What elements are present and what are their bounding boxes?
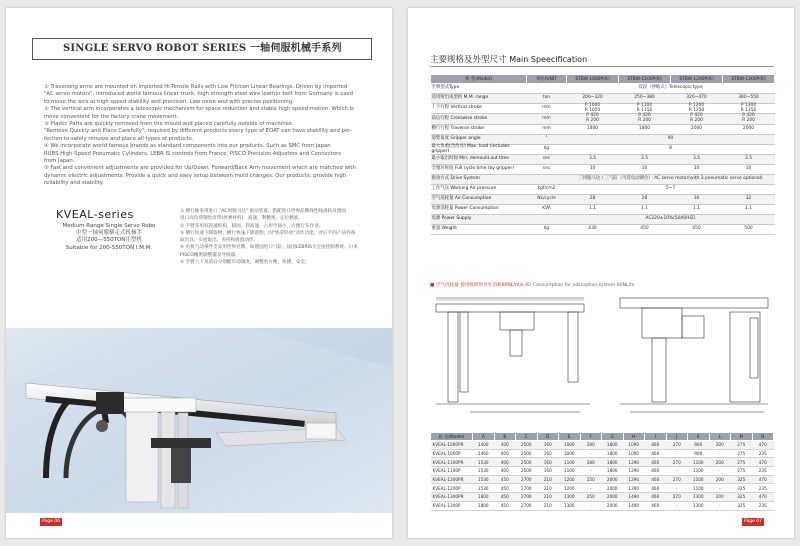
dims-value: 400	[494, 449, 516, 458]
air-note-en: Air Consumption for adsorption system 60NL/m	[525, 283, 635, 288]
spec-value: 1.1	[567, 205, 619, 215]
dims-value: 1530	[473, 458, 495, 467]
dims-value: 235	[752, 501, 774, 510]
dims-value: 1100	[688, 467, 710, 476]
intro-line: dynamic electric adjustments. Provide a quick and easy setup between mold changes. Our products, provide high	[44, 172, 347, 179]
dims-value: 1530	[473, 475, 495, 484]
spec-value: 28	[619, 195, 671, 205]
dims-value: -	[580, 484, 602, 493]
spec-row	[431, 84, 775, 94]
page-number: Page 07	[743, 519, 763, 524]
dims-value: 270	[666, 458, 688, 467]
spec-value: 3.5	[567, 155, 619, 165]
page-number: Page 06	[41, 519, 61, 524]
dims-value: 460	[645, 458, 667, 467]
dims-header-cell: D	[537, 433, 559, 441]
dims-value: 235	[752, 484, 774, 493]
dims-value: 900	[688, 441, 710, 450]
dims-value: 1100	[688, 458, 710, 467]
dims-value: 2500	[516, 458, 538, 467]
dims-value: 1530	[473, 467, 495, 476]
spec-value: P 420 R 200	[619, 114, 671, 124]
dims-value: 325	[731, 493, 753, 502]
dims-value: 160	[537, 449, 559, 458]
dims-value: 210	[537, 484, 559, 493]
spec-value: 450	[671, 225, 723, 235]
dims-value: 1100	[559, 458, 581, 467]
dims-value: 275	[731, 458, 753, 467]
dims-value: 2000	[602, 475, 624, 484]
spec-value: 90	[567, 134, 775, 144]
cn-note-line: 取出具、实验取出、夹持和放置动作。	[180, 238, 259, 244]
dims-value: 460	[645, 493, 667, 502]
dims-value: 1530	[473, 484, 495, 493]
dims-value: 2700	[516, 475, 538, 484]
dims-value: 1400	[473, 441, 495, 450]
dims-header-cell: K	[688, 433, 710, 441]
dims-value: 450	[494, 493, 516, 502]
intro-line: "AC servo motors", introduced world famous linear truck, high strength steel wire leather belt from Germany is used	[44, 91, 354, 98]
dims-model: KVEAL-1300PR	[431, 493, 473, 502]
dims-value: 400	[494, 441, 516, 450]
dims-header-cell: F	[580, 433, 602, 441]
dims-value: 1460	[473, 449, 495, 458]
spec-row	[431, 124, 775, 134]
spec-value: P 420 R 200	[671, 114, 723, 124]
spec-value: 三伺服马达 / 三气缸（可选电动调位） AC servo motor(with 3 pneumatic servo optional)	[567, 175, 775, 185]
dims-value: 450	[494, 484, 516, 493]
intro-line: ① Traversing arms are mounted on imported Hi-Tensile Rails with Low Friction Linear Bearings. Driven by imported	[44, 84, 348, 90]
dims-value: 400	[494, 458, 516, 467]
dims-value: 460	[645, 501, 667, 510]
dims-value: 1290	[623, 475, 645, 484]
dims-value: 250	[580, 493, 602, 502]
spec-label: 电源消耗量 Power Consumption	[431, 205, 527, 215]
dims-value: -	[666, 467, 688, 476]
spec-row	[431, 205, 775, 215]
spec-value: 10	[671, 165, 723, 175]
dims-value: 1490	[623, 501, 645, 510]
intro-line: reliability and stability.	[44, 180, 104, 187]
dims-value: 2700	[516, 493, 538, 502]
spec-header-cell: STBW-1200P(R)	[671, 75, 723, 84]
spec-label: 电源 Power Supply	[431, 215, 527, 225]
dims-header-cell: M	[731, 433, 753, 441]
spec-unit: ton	[527, 94, 567, 104]
dims-model: KVEAL-1100P	[431, 467, 473, 476]
spec-value: P 420 R 200	[567, 114, 619, 124]
dims-value: 1300	[688, 501, 710, 510]
dims-model: KVEAL-1100PR	[431, 458, 473, 467]
dims-value: 275	[731, 449, 753, 458]
dims-value: 235	[752, 467, 774, 476]
spec-value: 430	[567, 225, 619, 235]
dims-row	[431, 467, 774, 476]
spec-unit: °	[527, 134, 567, 144]
dims-value: 1290	[623, 458, 645, 467]
spec-title-cn: 主要规格及外型尺寸	[430, 55, 507, 65]
dims-value: 325	[731, 501, 753, 510]
spec-value: 10	[723, 165, 775, 175]
spec-row	[431, 114, 775, 124]
intro-line: ② The vertical arm incorporates a telescopic mechanism for space reduction and stable high speed motion. Which is	[44, 106, 354, 113]
spec-value: 1800	[619, 124, 671, 134]
dims-row	[431, 475, 774, 484]
chinese-feature-notes	[180, 208, 375, 266]
dims-value: 2500	[516, 449, 538, 458]
spec-header-cell: STBW-1000P(R)	[567, 75, 619, 84]
spec-header-cell: STBW-1300P(R)	[723, 75, 775, 84]
series-sub-line: Suitable for 200-550TON I.M.M.	[65, 244, 153, 251]
spec-label: 最大负重(含治具) Max. load (includes gripper)	[431, 144, 527, 154]
dims-value: 1200	[559, 484, 581, 493]
series-sub-line: 适用200—550TON注塑机	[76, 237, 142, 244]
dims-header-cell: N	[752, 433, 774, 441]
spec-header-cell: STBW-1100P(R)	[619, 75, 671, 84]
cn-note-line: ④ 电机气动零件全采用世界名牌，如德国进口气缸、法国LEBRIS大宝度控制系统、日本	[180, 245, 358, 251]
intro-line: RUBS High-Speed Pneumatic Cylinders, LEBR IS controls from France, PISCO Precision Adjustors and Connectors	[44, 150, 342, 157]
dims-value: -	[580, 467, 602, 476]
dims-value: 275	[731, 467, 753, 476]
spec-value: P 1200 R 1250	[671, 104, 723, 114]
dims-header-cell: J	[666, 433, 688, 441]
spec-label: 上下行程 Vertical stroke	[431, 104, 527, 114]
spec-row	[431, 144, 775, 154]
spec-label: 适用射出成型机 M.M. range	[431, 94, 527, 104]
spec-value: 200~320	[567, 94, 619, 104]
dims-value: -	[580, 501, 602, 510]
title-divider	[430, 66, 774, 67]
dims-row	[431, 449, 774, 458]
dims-header-cell: 机 型(Model)	[431, 433, 473, 441]
dims-value: 1800	[602, 458, 624, 467]
dims-model: KVEAL-1000P	[431, 449, 473, 458]
dims-header-cell: B	[494, 433, 516, 441]
dims-value: 210	[537, 501, 559, 510]
spec-value: 28	[567, 195, 619, 205]
robot-photo	[6, 328, 392, 513]
intro-text	[44, 84, 364, 188]
dims-value: -	[666, 449, 688, 458]
dims-value: -	[709, 449, 731, 458]
dims-value: 1200	[559, 475, 581, 484]
dims-value: 270	[666, 441, 688, 450]
dims-value: 275	[731, 441, 753, 450]
dims-value: 200	[709, 458, 731, 467]
spec-unit: kg	[527, 144, 567, 154]
dims-value: 2700	[516, 501, 538, 510]
dims-row	[431, 501, 774, 510]
dims-value: 470	[752, 441, 774, 450]
air-note-cn: ■ 空气消耗量 使用吸附时另外消耗60NL/min	[430, 283, 524, 288]
dimension-table	[430, 432, 774, 511]
dims-row	[431, 441, 774, 450]
dims-value: 270	[666, 475, 688, 484]
intro-line: fection to safely remove and place all types of products.	[44, 135, 194, 142]
dims-header-cell: G	[602, 433, 624, 441]
dims-value: 460	[645, 484, 667, 493]
dims-value: 470	[752, 458, 774, 467]
left-page	[6, 8, 392, 538]
intro-line: ⑤ Fast and convenient adjustments are provided for Up/Down, Forward/Back Arm movement which are matched with	[44, 165, 356, 172]
dims-value: 210	[537, 475, 559, 484]
dims-value: 1100	[559, 467, 581, 476]
intro-line: move convenient for the factory crane movement.	[44, 113, 179, 120]
intro-line: to move the axis at high speed stability and precision. Low noise and with precise positioning.	[44, 98, 294, 105]
spec-value: P 1000 R 1050	[567, 104, 619, 114]
intro-line: "Remove Quickly and Place Carefully", required by different products every type of EOAT can have stability and per-	[44, 128, 352, 135]
dims-value: 1090	[623, 449, 645, 458]
dimension-drawings	[430, 292, 774, 420]
dims-value: 200	[709, 441, 731, 450]
spec-unit: KVA	[527, 205, 567, 215]
intro-line: ③ Plastic Parts are quickly removed from the mould and placed carefully outside of machines.	[44, 121, 294, 128]
dims-header-cell: H	[623, 433, 645, 441]
spec-label: 姿势角度 Gripper angle	[431, 134, 527, 144]
spec-value: 380~550	[723, 94, 775, 104]
spec-row	[431, 165, 775, 175]
spec-label: 横行行程 Traverse stroke	[431, 124, 527, 134]
dims-header-cell: I	[645, 433, 667, 441]
spec-label: 重量 Weight	[431, 225, 527, 235]
spec-unit	[527, 215, 567, 225]
dims-header-cell: L	[709, 433, 731, 441]
spec-value: 450	[619, 225, 671, 235]
spec-title-en: Main Speecification	[509, 55, 588, 64]
dims-value: 450	[494, 475, 516, 484]
dims-value: 460	[645, 475, 667, 484]
dims-value: 280	[580, 441, 602, 450]
dims-value: 1090	[623, 441, 645, 450]
dims-value: 1300	[559, 501, 581, 510]
dims-value: 450	[494, 501, 516, 510]
spec-row	[431, 225, 775, 235]
spec-value: 2000	[723, 124, 775, 134]
cn-note-line: PISCO精密调整器及导接器。	[180, 252, 240, 258]
spec-unit: kgf/cm2	[527, 185, 567, 195]
dims-model: KVEAL-1300P	[431, 501, 473, 510]
spec-value: P 420 R 200	[723, 114, 775, 124]
cn-note-line: ① 横行轴采用进口 "AC伺服马达" 驱动装置，搭配进口世界品牌线性线滑轨及德国	[180, 209, 346, 214]
dims-row	[431, 458, 774, 467]
spec-unit: mm	[527, 104, 567, 114]
dims-value: 470	[752, 493, 774, 502]
cn-note-line: ② 手臂采用双段速结构，稳固、利高速、占用空间小，方便行车作业。	[180, 223, 324, 229]
spec-value: 10	[619, 165, 671, 175]
dims-header-cell: C	[516, 433, 538, 441]
spec-unit: sec	[527, 165, 567, 175]
spec-value: 32	[723, 195, 775, 205]
dims-model: KVEAL-1200P	[431, 484, 473, 493]
dims-value: 210	[537, 493, 559, 502]
dims-value: 900	[688, 449, 710, 458]
intro-line: from Japan.	[44, 158, 75, 165]
dims-value: 325	[731, 484, 753, 493]
dims-model: KVEAL-1000PR	[431, 441, 473, 450]
dims-value: 1100	[688, 484, 710, 493]
dims-value: 160	[537, 467, 559, 476]
dims-value: 1300	[559, 493, 581, 502]
spec-row	[431, 195, 775, 205]
dims-value: 460	[645, 467, 667, 476]
spec-label: 最小取出时间 Min. demould out time	[431, 155, 527, 165]
dims-value: 1800	[473, 501, 495, 510]
spec-table	[430, 74, 775, 235]
dims-value: 280	[580, 458, 602, 467]
spec-value: P 1300 R 1350	[723, 104, 775, 114]
dims-value: 1800	[602, 441, 624, 450]
dims-value: 2500	[516, 467, 538, 476]
series-sub-line: 中型一轴伺服横走式机械手	[75, 230, 142, 237]
cn-note-line: 进口高负荷钢丝皮带(放弹材料)，高速、利精密，定位精准。	[180, 216, 304, 222]
dims-value: 1300	[688, 493, 710, 502]
dims-value: 270	[666, 493, 688, 502]
intro-line: ④ We incorporate world famous brands as standard components into our products. Such as SMC from Japan	[44, 143, 331, 150]
spec-row	[431, 185, 775, 195]
spec-value: 2000	[671, 124, 723, 134]
spec-unit	[527, 175, 567, 185]
spec-title	[430, 53, 587, 65]
dims-value: 160	[537, 458, 559, 467]
kveal-series-title: KVEAL-series	[56, 208, 134, 221]
spec-value: 500	[723, 225, 775, 235]
spec-row	[431, 155, 775, 165]
spec-value: 1800	[567, 124, 619, 134]
spec-value: 3.5	[671, 155, 723, 165]
spec-row	[431, 94, 775, 104]
spec-unit: mm	[527, 114, 567, 124]
dims-model: KVEAL-1200PR	[431, 475, 473, 484]
dims-value: 1100	[688, 475, 710, 484]
spec-label: 驱动方式 Drive System	[431, 175, 527, 185]
spec-unit: mm	[527, 124, 567, 134]
spec-row	[431, 215, 775, 225]
dims-value: -	[580, 449, 602, 458]
spec-value: 1.1	[671, 205, 723, 215]
dims-row	[431, 493, 774, 502]
kveal-series-subtitle	[34, 223, 184, 252]
dims-value: 325	[731, 475, 753, 484]
spec-value: 双段（伸缩式）Telescopic type	[567, 84, 775, 94]
series-sub-line: Medium Range Single Servo Robo	[62, 223, 156, 229]
spec-header-cell: 单位/UNIT	[527, 75, 567, 84]
spec-label: 工作气压 Working Air pressure	[431, 185, 527, 195]
dims-value: 160	[537, 441, 559, 450]
spec-unit: kg	[527, 225, 567, 235]
dims-value: 1800	[602, 449, 624, 458]
dims-value: 2000	[602, 501, 624, 510]
spec-unit: sec	[527, 155, 567, 165]
dims-value: 200	[709, 493, 731, 502]
spec-row	[431, 175, 775, 185]
dims-value: 470	[752, 475, 774, 484]
spec-value: 320~470	[671, 94, 723, 104]
dims-value: 1000	[559, 441, 581, 450]
dims-value: 200	[709, 475, 731, 484]
dims-value: -	[709, 501, 731, 510]
spec-value: 3.5	[723, 155, 775, 165]
spec-unit	[527, 84, 567, 94]
dims-row	[431, 484, 774, 493]
dims-value: 235	[752, 449, 774, 458]
dims-value: 1800	[473, 493, 495, 502]
spec-value: AC220±10%(50/60HZ)	[567, 215, 775, 225]
spec-label: 空气消耗量 Air Consumption	[431, 195, 527, 205]
spec-value: 5~7	[567, 185, 775, 195]
dims-value: 2000	[602, 493, 624, 502]
cn-note-line: ⑤ 手臂上下及前后分别配有动调度，调整更方便、快捷、安全。	[180, 260, 310, 266]
spec-value: 3.5	[619, 155, 671, 165]
spec-value: P 1100 R 1150	[619, 104, 671, 114]
dims-header-cell: E	[559, 433, 581, 441]
right-page	[408, 8, 794, 538]
series-title: SINGLE SERVO ROBOT SERIES 一轴伺服机械手系列	[32, 38, 372, 60]
dims-value: 1290	[623, 484, 645, 493]
spec-value: 30	[671, 195, 723, 205]
spec-label: 手臂型式Type	[431, 84, 527, 94]
dims-value: -	[709, 484, 731, 493]
dims-value: 460	[645, 449, 667, 458]
dims-value: -	[666, 501, 688, 510]
spec-label: 前后行程 Crosswise stroke	[431, 114, 527, 124]
dims-value: 2700	[516, 484, 538, 493]
spec-value: 1.1	[723, 205, 775, 215]
spec-row	[431, 134, 775, 144]
dims-value: 1800	[602, 467, 624, 476]
dims-value: 400	[494, 467, 516, 476]
spec-value: 1.1	[619, 205, 671, 215]
air-consumption-note	[430, 282, 634, 288]
spec-label: 全循环时间 Full cycle time (by gripper)	[431, 165, 527, 175]
dims-value: -	[666, 484, 688, 493]
spec-row	[431, 104, 775, 114]
dims-value: 250	[580, 475, 602, 484]
dims-value: 460	[645, 441, 667, 450]
dims-value: 2000	[602, 484, 624, 493]
dims-value: 1000	[559, 449, 581, 458]
spec-unit: NL/cycle	[527, 195, 567, 205]
dims-header-cell: A	[473, 433, 495, 441]
spec-value: 250~380	[619, 94, 671, 104]
dims-value: 2500	[516, 441, 538, 450]
dims-value: 1290	[623, 467, 645, 476]
spec-header-cell: 机 型(Model)	[431, 75, 527, 84]
dims-value: 1490	[623, 493, 645, 502]
cn-note-line: ③ 横行快速下降取物、横行快速下降置物。因"快拿轻放"动作功能，对应不同产品特备	[180, 230, 356, 236]
spec-value: 10	[567, 165, 619, 175]
dims-value: -	[709, 467, 731, 476]
spec-value: 8	[567, 144, 775, 154]
